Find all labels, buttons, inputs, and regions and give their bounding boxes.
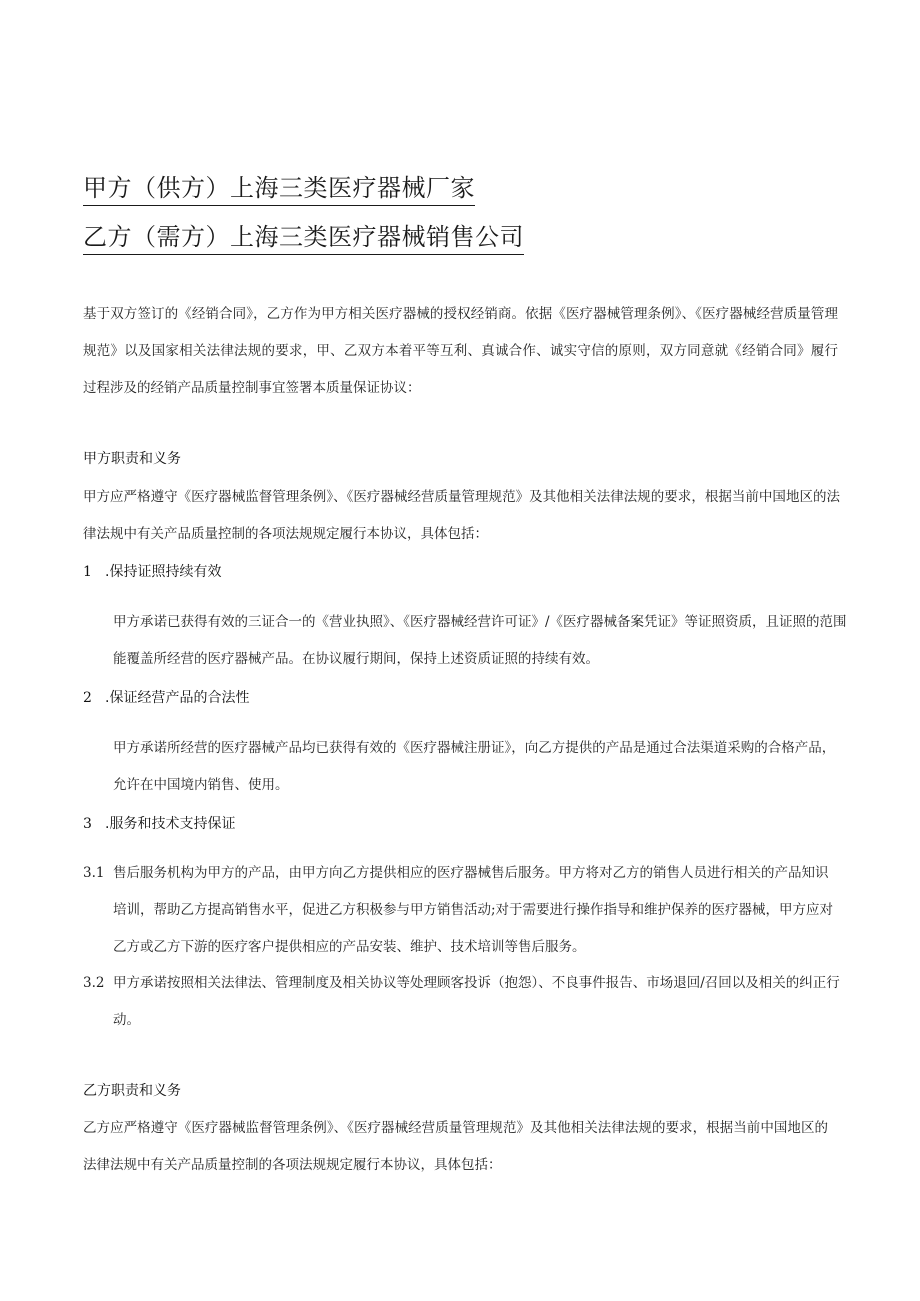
sub-item-3-1	[83, 855, 840, 966]
item-1-heading	[83, 562, 221, 582]
sub-item-3-1-body: 售后服务机构为甲方的产品，由甲方向乙方提供相应的医疗器械售后服务。甲方将对乙方的销售人员进行相关的产品知识培训，帮助乙方提高销售水平，促进乙方积极参与甲方销售活动;对于需要进行操作指导和维护保养的医疗器械，甲方应对乙方或乙方下游的医疗客户提供相应的产品安装、维护、技术培训等售后服务。	[113, 865, 834, 955]
section-b-heading: 乙方职责和义务	[83, 1083, 181, 1099]
intro-paragraph: 基于双方签订的《经销合同》，乙方作为甲方相关医疗器械的授权经销商。依据《医疗器械管理条例》、《医疗器械经营质量管理规范》以及国家相关法律法规的要求，甲、乙双方本着平等互利、真诚合作、诚实守信的原则，双方同意就《经销合同》履行过程涉及的经销产品质量控制事宜签署本质量保证协议：	[83, 306, 838, 396]
item-2-heading	[83, 688, 249, 708]
item-1-body: 甲方承诺已获得有效的三证合一的《营业执照》、《医疗器械经营许可证》/《医疗器械备案凭证》等证照资质，且证照的范围能覆盖所经营的医疗器械产品。在协议履行期间，保持上述资质证照的持续有效。	[113, 614, 847, 667]
sub-item-3-2-body: 甲方承诺按照相关法律法、管理制度及相关协议等处理顾客投诉（抱怨）、不良事件报告、市场退回/召回以及相关的纠正行动。	[113, 975, 840, 1028]
item-1-number: 1	[83, 564, 92, 580]
item-3-number: 3	[83, 816, 92, 832]
party-a-title: 甲方（供方）上海三类医疗器械厂家	[83, 173, 475, 206]
section-b-intro: 乙方应严格遵守《医疗器械监督管理条例》、《医疗器械经营质量管理规范》及其他相关法律法规的要求，根据当前中国地区的法律法规中有关产品质量控制的各项法规规定履行本协议，具体包括：	[83, 1120, 828, 1173]
item-2-body: 甲方承诺所经营的医疗器械产品均已获得有效的《医疗器械注册证》，向乙方提供的产品是通过合法渠道采购的合格产品，允许在中国境内销售、使用。	[113, 740, 836, 793]
section-a-heading: 甲方职责和义务	[83, 451, 181, 467]
section-a-intro: 甲方应严格遵守《医疗器械监督管理条例》、《医疗器械经营质量管理规范》及其他相关法律法规的要求，根据当前中国地区的法律法规中有关产品质量控制的各项法规规定履行本协议，具体包括：	[83, 489, 840, 542]
item-3-title: .服务和技术支持保证	[105, 816, 236, 832]
item-3-heading	[83, 814, 235, 834]
sub-item-3-2	[83, 965, 840, 1039]
sub-item-3-1-number: 3.1	[83, 865, 105, 881]
sub-item-3-2-number: 3.2	[83, 975, 105, 991]
item-2-title: .保证经营产品的合法性	[105, 690, 250, 706]
item-1-title: .保持证照持续有效	[105, 564, 222, 580]
party-b-title: 乙方（需方）上海三类医疗器械销售公司	[83, 222, 524, 255]
item-2-number: 2	[83, 690, 92, 706]
